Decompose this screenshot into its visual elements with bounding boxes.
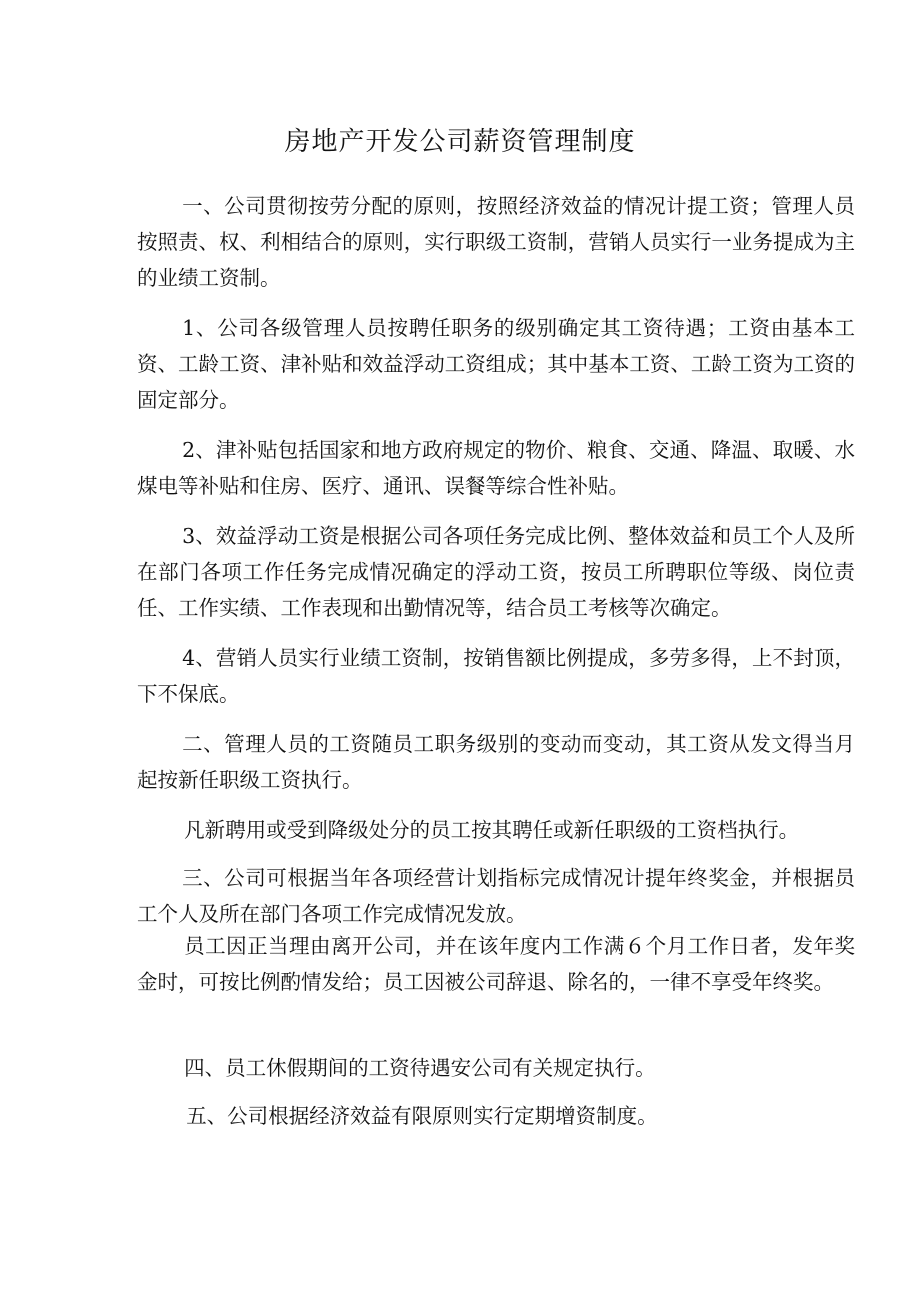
- paragraph-item-3: 3、效益浮动工资是根据公司各项任务完成比例、整体效益和员工个人及所在部门各项工作任务完成情况确定的浮动工资，按员工所聘职位等级、岗位责任、工作实绩、工作表现和出勤情况等，结合员工考核等次确定。: [137, 524, 855, 620]
- paragraph-section-3-note: 员工因正当理由离开公司，并在该年度内工作满６个月工作日者，发年奖金时，可按比例酌情发给；员工因被公司辞退、除名的，一律不享受年终奖。: [137, 934, 855, 994]
- paragraph-item-4: 4、营销人员实行业绩工资制，按销售额比例提成，多劳多得，上不封顶，下不保底。: [137, 646, 855, 706]
- paragraph-section-5: 五、公司根据经济效益有限原则实行定期增资制度。: [186, 1104, 658, 1128]
- paragraph-item-1: 1、公司各级管理人员按聘任职务的级别确定其工资待遇；工资由基本工资、工龄工资、津补贴和效益浮动工资组成；其中基本工资、工龄工资为工资的固定部分。: [137, 316, 855, 412]
- paragraph-item-2: 2、津补贴包括国家和地方政府规定的物价、粮食、交通、降温、取暖、水煤电等补贴和住房、医疗、通讯、误餐等综合性补贴。: [137, 438, 855, 498]
- paragraph-section-4: 四、员工休假期间的工资待遇安公司有关规定执行。: [184, 1056, 656, 1080]
- paragraph-section-3: 三、公司可根据当年各项经营计划指标完成情况计提年终奖金，并根据员工个人及所在部门各项工作完成情况发放。: [137, 866, 855, 926]
- document-title: 房地产开发公司薪资管理制度: [284, 127, 636, 157]
- paragraph-section-2: 二、管理人员的工资随员工职务级别的变动而变动，其工资从发文得当月起按新任职级工资执行。: [137, 732, 855, 792]
- paragraph-section-2-note: 凡新聘用或受到降级处分的员工按其聘任或新任职级的工资档执行。: [184, 818, 800, 842]
- paragraph-section-1: 一、公司贯彻按劳分配的原则，按照经济效益的情况计提工资；管理人员按照责、权、利相结合的原则，实行职级工资制，营销人员实行一业务提成为主的业绩工资制。: [137, 194, 855, 290]
